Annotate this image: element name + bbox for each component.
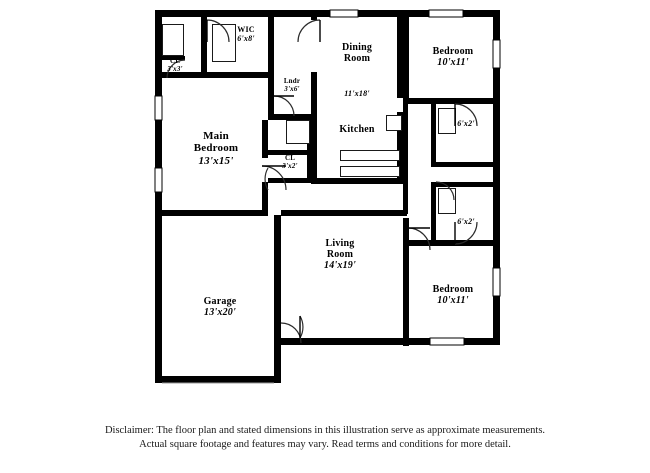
- wall-wic-bottom: [207, 72, 274, 78]
- label-kitchen: [320, 124, 394, 135]
- label-bedroom-top-name: Bedroom: [432, 46, 474, 57]
- wall-closet-mid-bottom: [268, 178, 312, 183]
- label-closet-left-name: CL: [169, 57, 181, 65]
- label-wic-dim: 6'x8': [237, 33, 255, 43]
- wall-bedroom-bottom-top: [403, 240, 500, 246]
- door-arc-living-exterior: [300, 316, 303, 338]
- disclaimer-line-1: Disclaimer: The floor plan and stated dimensions in this illustration serve as approximate measurements.: [104, 425, 546, 436]
- label-bedroom-bottom: [409, 284, 497, 306]
- label-main-bedroom-name-2: Bedroom: [193, 142, 239, 155]
- door-arc-bedroom-bottom: [408, 228, 430, 250]
- label-laundry-name: Lndr: [283, 77, 301, 85]
- label-wic: [218, 26, 274, 44]
- label-dining-name-1: Dining: [341, 42, 373, 53]
- label-living-dim: 14'x19': [324, 260, 356, 272]
- wall-bath-top-bottom: [431, 162, 500, 167]
- wall-exterior-right-lower: [493, 210, 500, 345]
- label-dining-name-2: Room: [343, 53, 371, 65]
- wall-bedroom-top-bottom: [403, 98, 500, 104]
- label-garage-dim: 13'x20': [204, 307, 236, 319]
- label-laundry: [268, 78, 316, 94]
- wall-bath-top-left: [431, 104, 436, 166]
- label-garage: [176, 296, 264, 318]
- label-closet-mid-name: CL: [284, 154, 296, 162]
- label-laundry-dim: 3'x6': [284, 84, 300, 93]
- label-dining-dim: [320, 90, 394, 99]
- label-dining: [320, 42, 394, 64]
- wall-exterior-bottom-right: [280, 338, 500, 345]
- label-bedroom-top-dim: 10'x11': [437, 57, 469, 69]
- fixture-bath-mid-vanity: [438, 188, 456, 214]
- wall-kitchen-left: [311, 10, 317, 20]
- label-bedroom-top: [409, 46, 497, 68]
- wall-top-left-bath-right: [201, 10, 207, 78]
- fixture-kitchen-counter-right: [340, 166, 400, 177]
- label-living-name-1: Living: [325, 238, 355, 249]
- wall-bath-mid-top: [431, 182, 500, 187]
- label-living-name-2: Room: [326, 249, 354, 261]
- door-arc-dining: [298, 20, 320, 42]
- fixture-bath-left-tub: [162, 24, 184, 56]
- wall-exterior-left-garage: [155, 208, 162, 383]
- label-closet-left: [155, 58, 195, 74]
- label-main-bedroom: [172, 130, 260, 167]
- wall-garage-right: [274, 215, 281, 383]
- door-arc-laundry: [274, 96, 294, 116]
- label-bath-top-dim: 6'x2': [457, 119, 475, 128]
- label-closet-mid: [268, 155, 312, 171]
- disclaimer: [0, 424, 650, 452]
- label-dining-dim-text: 11'x18': [344, 89, 370, 98]
- wall-exterior-bottom-garage: [155, 376, 280, 383]
- wall-exterior-right-upper: [493, 10, 500, 210]
- wall-main-bedroom-bottom: [162, 210, 268, 216]
- wall-kitchen-bottom: [311, 178, 403, 184]
- label-bath-mid: [436, 218, 496, 227]
- label-closet-mid-dim: 3'x2': [282, 161, 298, 170]
- fixture-laundry-unit: [286, 120, 310, 144]
- label-kitchen-name: Kitchen: [339, 124, 375, 135]
- label-living: [296, 238, 384, 272]
- wall-bedroom-bottom-left: [403, 218, 409, 346]
- label-bedroom-bottom-dim: 10'x11': [437, 295, 469, 307]
- wall-living-top: [281, 210, 407, 216]
- label-wic-name: WIC: [237, 25, 255, 34]
- label-bath-top: [436, 120, 496, 129]
- label-main-bedroom-dim: 13'x15': [198, 154, 234, 167]
- wall-hall-left-upper: [403, 104, 408, 166]
- label-bath-mid-dim: 6'x2': [457, 217, 475, 226]
- label-closet-left-dim: 3'x3': [167, 64, 183, 73]
- wall-kitchen-left-lower: [311, 120, 317, 182]
- wall-hall-right-vert: [403, 166, 408, 214]
- label-garage-name: Garage: [203, 296, 237, 307]
- label-main-bedroom-name-1: Main: [203, 130, 229, 142]
- wall-exterior-left-upper: [155, 10, 162, 215]
- disclaimer-line-2: Actual square footage and features may vary. Read terms and conditions for more detail.: [139, 439, 511, 451]
- label-bedroom-bottom-name: Bedroom: [432, 284, 474, 295]
- wall-bath-mid-left: [431, 182, 436, 244]
- fixture-kitchen-counter-left: [340, 150, 400, 161]
